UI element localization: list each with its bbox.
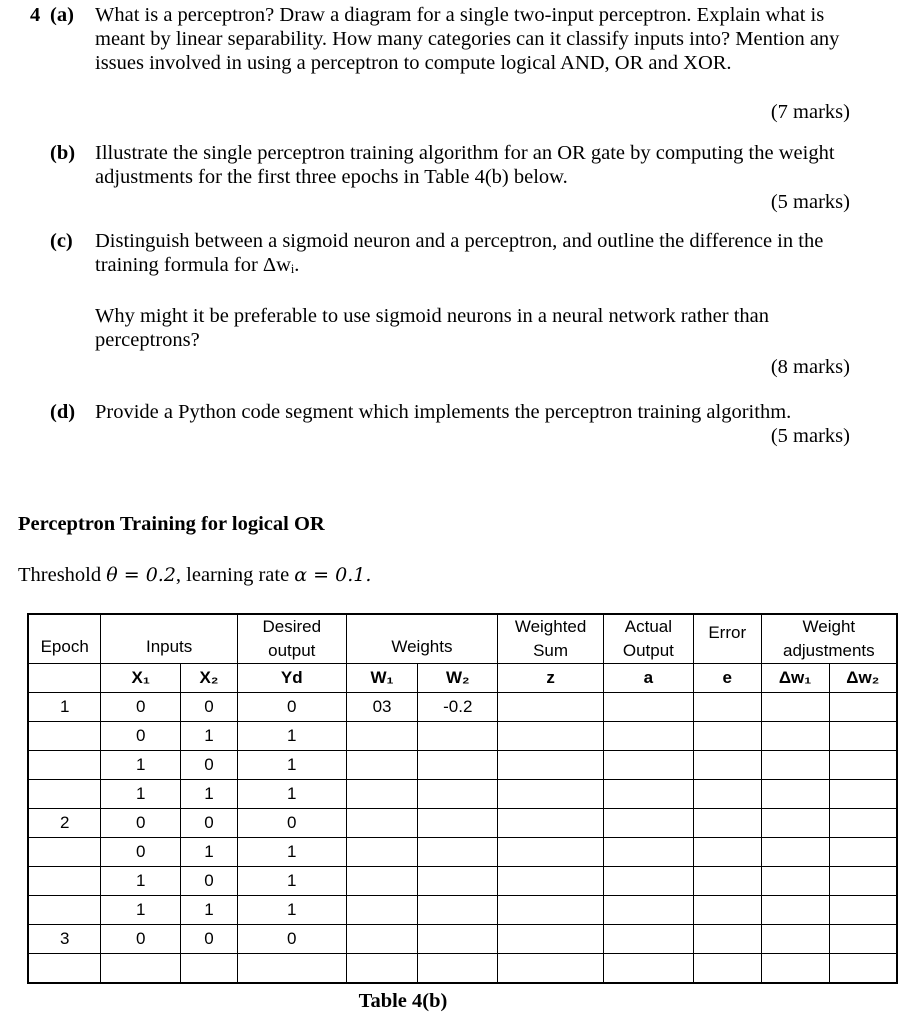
table-cell (346, 722, 418, 751)
part-c-text: Distinguish between a sigmoid neuron and a perceptron, and outline the difference in the training formula for Δwᵢ. (95, 230, 824, 276)
table-cell (829, 925, 897, 954)
part-b-text: Illustrate the single perceptron training algorithm for an OR gate by computing the weight adjustments for the first three epochs in Table 4(b) below. (95, 142, 835, 188)
table-cell (498, 867, 604, 896)
table-cell (346, 809, 418, 838)
table-cell (604, 780, 694, 809)
header-actual-output: Actual Output (604, 614, 694, 664)
table-cell: 1 (181, 722, 238, 751)
table-cell (604, 693, 694, 722)
table-cell (829, 867, 897, 896)
threshold-prefix: Threshold (18, 564, 102, 586)
subheader-x2: X₂ (181, 664, 238, 693)
header-inputs: Inputs (101, 614, 238, 664)
table-row (28, 722, 897, 751)
table-cell (829, 954, 897, 984)
table-subheader-row (28, 664, 897, 693)
table-cell (418, 780, 498, 809)
table-cell: 0 (181, 751, 238, 780)
table-cell (693, 693, 761, 722)
table-cell (346, 838, 418, 867)
table-cell (761, 954, 829, 984)
table-cell (498, 693, 604, 722)
table-cell: 1 (181, 896, 238, 925)
table-cell (604, 809, 694, 838)
table-cell: 1 (181, 838, 238, 867)
table-cell: 03 (346, 693, 418, 722)
table-cell (761, 751, 829, 780)
table-cell: 0 (101, 925, 181, 954)
subheader-a: a (604, 664, 694, 693)
table-cell (604, 838, 694, 867)
table-cell (28, 954, 101, 984)
header-weighted-sum: Weighted Sum (498, 614, 604, 664)
table-cell (604, 751, 694, 780)
table-cell (693, 780, 761, 809)
table-cell (498, 722, 604, 751)
table-cell (761, 867, 829, 896)
table-cell: 1 (101, 867, 181, 896)
part-d-marks: (5 marks) (770, 425, 850, 447)
table-row (28, 925, 897, 954)
table-cell: 0 (237, 925, 346, 954)
table-cell (693, 954, 761, 984)
table-cell (28, 751, 101, 780)
table-cell: 0 (101, 693, 181, 722)
threshold-line (18, 564, 371, 587)
table-cell (498, 809, 604, 838)
table-cell (693, 838, 761, 867)
table-cell (829, 780, 897, 809)
table-cell: -0.2 (418, 693, 498, 722)
part-d-label: (d) (50, 401, 76, 423)
table-cell (761, 693, 829, 722)
training-table (27, 613, 898, 984)
table-cell (418, 722, 498, 751)
table-cell (346, 780, 418, 809)
table-row (28, 751, 897, 780)
table-cell (693, 867, 761, 896)
table-cell (418, 896, 498, 925)
table-cell (498, 838, 604, 867)
subheader-e: e (693, 664, 761, 693)
header-weights: Weights (346, 614, 498, 664)
table-cell (28, 722, 101, 751)
table-cell: 0 (237, 809, 346, 838)
table-cell: 1 (101, 896, 181, 925)
part-c-text2: Why might it be preferable to use sigmoid neurons in a neural network rather than perceptrons? (95, 305, 770, 351)
table-cell: 1 (237, 722, 346, 751)
table-cell (829, 751, 897, 780)
table-cell (498, 925, 604, 954)
header-desired-output: Desired output (237, 614, 346, 664)
table-cell (604, 896, 694, 925)
section-title: Perceptron Training for logical OR (18, 513, 325, 535)
question-number: 4 (30, 4, 41, 26)
table-cell (761, 780, 829, 809)
table-cell (693, 925, 761, 954)
table-cell (604, 722, 694, 751)
table-cell: 1 (237, 838, 346, 867)
table-cell: 1 (237, 896, 346, 925)
learning-rate-alpha: α = 0.1. (294, 564, 372, 586)
table-cell (418, 925, 498, 954)
table-cell (346, 751, 418, 780)
subheader-dw1: Δw₁ (761, 664, 829, 693)
table-cell (418, 838, 498, 867)
table-cell (761, 896, 829, 925)
part-c-label: (c) (50, 230, 73, 252)
table-cell: 0 (101, 809, 181, 838)
table-cell (693, 751, 761, 780)
subheader-x1: X₁ (101, 664, 181, 693)
table-cell: 1 (237, 751, 346, 780)
table-cell (498, 751, 604, 780)
table-cell (346, 867, 418, 896)
part-a-text: What is a perceptron? Draw a diagram for a single two-input perceptron. Explain what is meant by linear separability. How many categories can it classify inputs into? Mention any issues involved in using a perceptron to compute logical AND, OR and XOR. (95, 4, 840, 74)
table-cell (418, 954, 498, 984)
table-cell (28, 838, 101, 867)
table-cell (418, 751, 498, 780)
table-cell (761, 925, 829, 954)
table-cell: 1 (101, 751, 181, 780)
table-cell (101, 954, 181, 984)
table-caption: Table 4(b) (358, 990, 448, 1012)
table-cell (28, 867, 101, 896)
table-cell (28, 896, 101, 925)
header-epoch: Epoch (28, 614, 101, 664)
table-cell (181, 954, 238, 984)
table-cell (693, 809, 761, 838)
part-b-label: (b) (50, 142, 76, 164)
part-a-label: (a) (50, 4, 74, 26)
table-cell (829, 722, 897, 751)
table-cell: 0 (101, 838, 181, 867)
table-cell (604, 867, 694, 896)
subheader-w1: W₁ (346, 664, 418, 693)
header-error: Error (693, 614, 761, 664)
table-cell: 0 (181, 693, 238, 722)
table-cell: 3 (28, 925, 101, 954)
subheader-dw2: Δw₂ (829, 664, 897, 693)
subheader-w2: W₂ (418, 664, 498, 693)
table-cell (498, 954, 604, 984)
table-cell: 1 (181, 780, 238, 809)
table-row (28, 954, 897, 984)
table-cell: 2 (28, 809, 101, 838)
part-d-text: Provide a Python code segment which implements the perceptron training algorithm. (95, 401, 792, 423)
table-cell (604, 925, 694, 954)
table-cell (418, 867, 498, 896)
table-row (28, 838, 897, 867)
part-c-marks: (8 marks) (770, 356, 850, 378)
subheader-z: z (498, 664, 604, 693)
table-cell: 0 (101, 722, 181, 751)
table-cell (498, 896, 604, 925)
table-cell: 1 (28, 693, 101, 722)
table-cell (761, 809, 829, 838)
table-cell: 1 (237, 867, 346, 896)
table-row (28, 693, 897, 722)
table-cell (693, 722, 761, 751)
threshold-mid: , learning rate (175, 564, 290, 586)
table-cell (346, 896, 418, 925)
table-cell (604, 954, 694, 984)
table-row (28, 867, 897, 896)
table-cell (829, 838, 897, 867)
table-cell (346, 954, 418, 984)
table-cell (418, 809, 498, 838)
table-cell (346, 925, 418, 954)
part-b-marks: (5 marks) (770, 191, 850, 213)
table-cell (761, 722, 829, 751)
header-weight-adjustments: Weight adjustments (761, 614, 897, 664)
table-cell: 1 (101, 780, 181, 809)
part-a-marks: (7 marks) (770, 101, 850, 123)
table-cell (829, 693, 897, 722)
table-cell (829, 896, 897, 925)
threshold-theta: θ = 0.2 (106, 564, 176, 586)
table-header-row (28, 614, 897, 664)
table-row (28, 896, 897, 925)
table-cell: 0 (181, 809, 238, 838)
table-cell: 0 (237, 693, 346, 722)
table-row (28, 780, 897, 809)
table-cell: 0 (181, 925, 238, 954)
subheader-yd: Yd (237, 664, 346, 693)
table-cell (28, 780, 101, 809)
table-cell (693, 896, 761, 925)
table-cell (498, 780, 604, 809)
table-body (28, 693, 897, 984)
table-cell (761, 838, 829, 867)
table-cell (829, 809, 897, 838)
table-cell: 0 (181, 867, 238, 896)
table-cell: 1 (237, 780, 346, 809)
table-cell (237, 954, 346, 984)
table-row (28, 809, 897, 838)
